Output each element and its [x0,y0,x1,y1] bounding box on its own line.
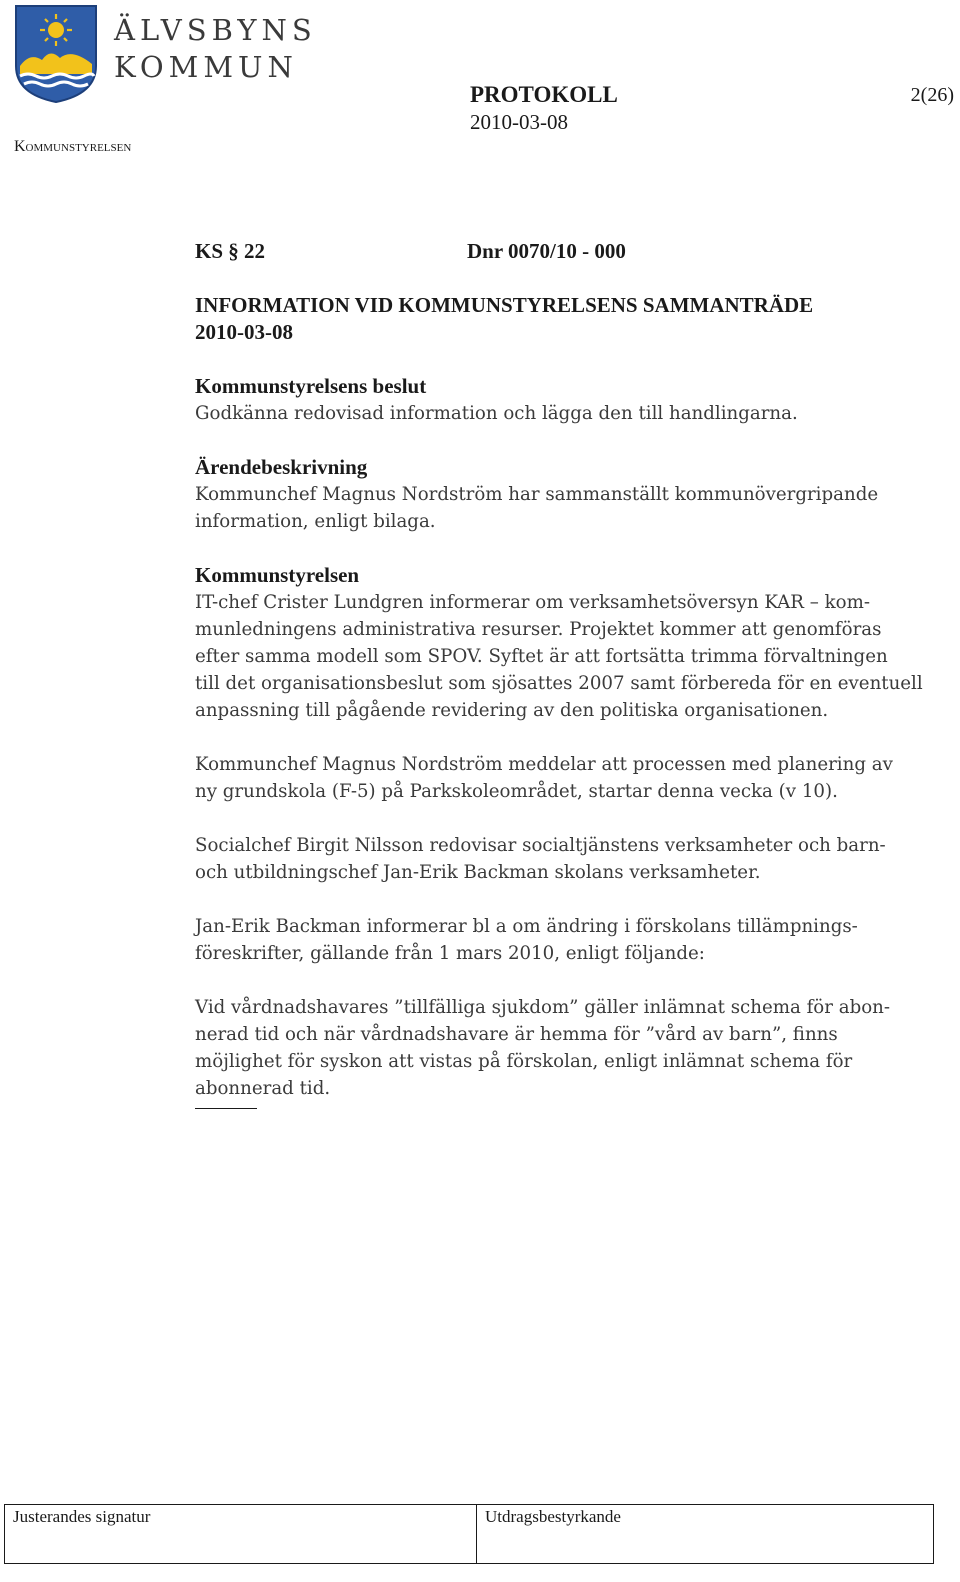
end-of-item-rule [195,1108,257,1109]
signature-footer [4,1504,934,1564]
section-description [195,454,935,535]
section-paragraph: Socialchef Birgit Nilsson redovisar socialtjänstens verksamheter och barn- och utbildningschef Jan-Erik Backman skolans verksamheter. [195,835,886,883]
excerpt-cell [477,1505,629,1563]
signature-label: Justerandes signatur [13,1507,151,1526]
municipality-name-logo [114,12,317,86]
item-title-line1: INFORMATION VID KOMMUNSTYRELSENS SAMMANTRÄDE [195,293,814,317]
signature-cell [5,1505,477,1563]
document-date: 2010-03-08 [470,110,568,134]
section-paragraph: IT-chef Crister Lundgren informerar om verksamhetsöversyn KAR – kom- munledningens administrativa resurser. Projektet kommer att genomföras efter samma modell som SPOV. Syftet är att fortsätta trimma förvaltningen till det organisationsbeslut som sjösattes 2007 samt förbereda för en eventuell anpassning till pågående revidering av den politiska organisationen. [195,592,923,721]
ks-paragraph-label: KS § 22 [195,239,266,263]
section-paragraph: Kommunchef Magnus Nordström har sammanställt kommunövergripande information, enligt bilaga. [195,484,879,532]
page-number: 2(26) [910,84,954,106]
item-title-line2: 2010-03-08 [195,320,293,344]
section-board [195,562,935,1102]
section-heading: Ärendebeskrivning [195,455,368,479]
section-decision [195,373,935,427]
excerpt-label: Utdragsbestyrkande [485,1507,621,1526]
municipality-coat-of-arms-icon [14,4,98,104]
section-heading: Kommunstyrelsen [195,563,360,587]
logo-name-line2: KOMMUN [114,50,298,84]
section-paragraph: Godkänna redovisad information och lägga den till handlingarna. [195,403,798,424]
section-paragraph: Vid vårdnadshavares ”tillfälliga sjukdom” gäller inlämnat schema för abon- nerad tid och när vårdnadshavare är hemma för ”vård av barn”, finns möjlighet för syskon att vistas på förskolan, enligt inlämnat schema för abonnerad tid. [195,997,891,1099]
section-paragraph: Kommunchef Magnus Nordström meddelar att processen med planering av ny grundskola (F-5) på Parkskoleområdet, startar denna vecka (v 10). [195,754,893,802]
document-type: PROTOKOLL [470,82,618,107]
item-title [195,292,935,346]
diary-number: Dnr 0070/10 - 000 [467,239,626,263]
section-heading: Kommunstyrelsens beslut [195,374,427,398]
department-label: Kommunstyrelsen [14,138,132,155]
item-header-row [195,238,935,265]
logo-name-line1: ÄLVSBYNS [114,13,317,47]
protocol-content [195,238,935,1109]
section-paragraph: Jan-Erik Backman informerar bl a om ändring i förskolans tillämpnings- föreskrifter, gällande från 1 mars 2010, enligt följande: [195,916,858,964]
